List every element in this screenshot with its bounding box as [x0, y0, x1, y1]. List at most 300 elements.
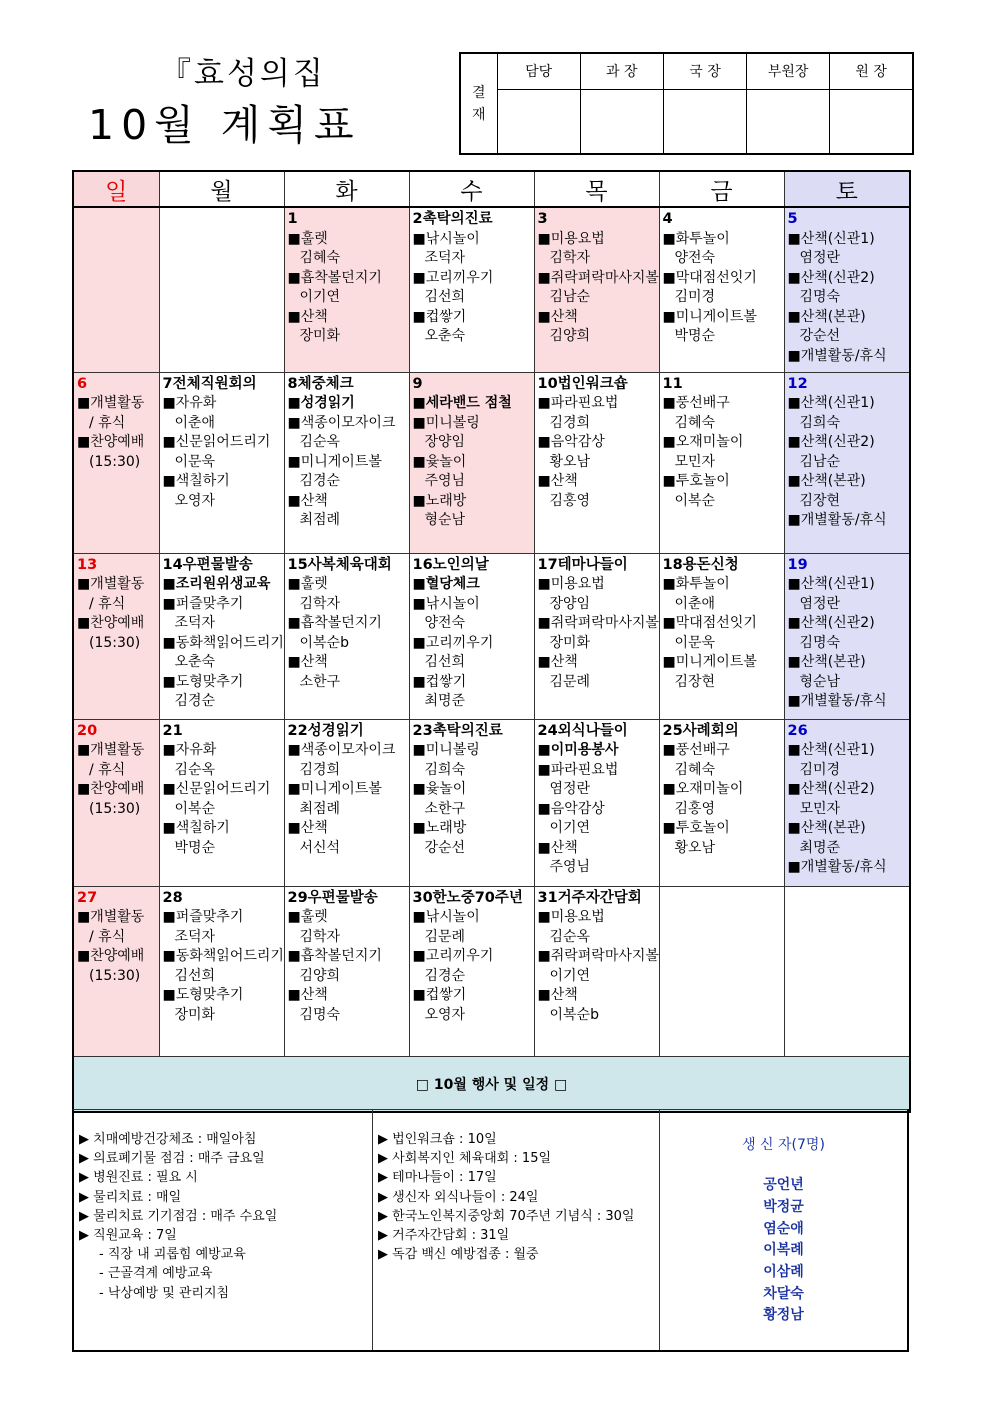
activity-item: ■투호놀이: [662, 820, 730, 836]
activity-item: ■산책(신관1): [787, 742, 875, 758]
day-label: 23촉탁의진료: [412, 722, 503, 739]
event-subitem: - 직장 내 괴롭힘 예방교육: [99, 1247, 246, 1263]
calendar-table: [72, 170, 911, 1113]
activity-item: ■산책(본관): [787, 308, 866, 325]
calendar-day-cell: [659, 886, 784, 1056]
activity-item: ■고리끼우기: [412, 948, 494, 964]
activity-item: ■산책(신관2): [787, 434, 875, 450]
title-line1: 『효성의집: [160, 56, 326, 92]
activity-person: (15:30): [89, 634, 141, 651]
activity-person: 장미화: [299, 328, 341, 344]
activity-person: 김혜숙: [674, 414, 716, 431]
activity-person: 양전숙: [674, 250, 716, 266]
activity-item: ■신문읽어드리기: [162, 434, 271, 450]
activity-item: ■자유화: [162, 742, 217, 758]
activity-item: ■산책: [287, 654, 328, 670]
events-panel: [72, 1109, 909, 1352]
day-label: 24외식나들이: [537, 722, 628, 739]
activity-item: ■도형맞추기: [162, 673, 244, 690]
day-label: 3: [537, 211, 548, 227]
activity-item: ■세라밴드 점철: [412, 395, 512, 411]
activity-person: 김양희: [299, 967, 341, 984]
activity-item: ■미용요법: [537, 230, 605, 247]
calendar-day-cell: [284, 372, 409, 553]
activity-item: ■미니볼링: [412, 414, 480, 431]
calendar-day-cell: [73, 372, 159, 553]
activity-item: ■윷놀이: [412, 453, 467, 470]
activity-person: 염정란: [549, 781, 591, 797]
activity-person: 강순선: [424, 839, 466, 856]
activity-person: 김경희: [299, 761, 341, 778]
activity-person: 주영님: [549, 859, 591, 875]
activity-person: 황오남: [549, 453, 591, 470]
calendar-day-cell: [409, 719, 534, 886]
activity-person: 최점례: [299, 800, 341, 817]
activity-person: 서신석: [299, 839, 341, 856]
activity-person: (15:30): [89, 967, 141, 984]
calendar-day-cell: [73, 719, 159, 886]
day-label: 17테마나들이: [537, 556, 628, 573]
activity-item: ■개별활동: [77, 395, 145, 411]
weekday-mon: 월: [159, 171, 284, 207]
activity-person: 장양임: [424, 434, 466, 450]
activity-person: 이복순: [674, 492, 716, 509]
event-item: ▶ 치매예방건강체조 : 매일아침: [79, 1132, 257, 1147]
day-label: 21: [162, 722, 183, 739]
activity-person: 김학자: [299, 595, 341, 612]
birthday-panel: [660, 1110, 907, 1350]
activity-person: 조덕자: [174, 615, 216, 631]
event-item: ▶ 한국노인복지중앙회 70주년 기념식 : 30일: [378, 1208, 635, 1224]
activity-person: 이기연: [549, 967, 591, 984]
approval-col-1: 과 장: [580, 53, 663, 89]
event-item: ▶ 물리치료 기기점검 : 매주 수요일: [79, 1208, 278, 1224]
birthday-name: 황정남: [763, 1307, 804, 1324]
calendar-day-cell: [659, 207, 784, 372]
activity-item: ■막대점선잇기: [662, 615, 757, 631]
activity-item: ■컵쌓기: [412, 673, 467, 690]
activity-item: ■찬양예배: [77, 781, 145, 797]
approval-sign-box: [663, 89, 746, 154]
calendar-day-cell: [284, 207, 409, 372]
activity-item: ■파라핀요법: [537, 395, 619, 411]
activity-item: ■풍선배구: [662, 742, 730, 758]
activity-item: ■퍼즐맞추기: [162, 909, 244, 925]
activity-person: 장미화: [174, 1006, 216, 1023]
birthday-name: 차달숙: [763, 1285, 804, 1302]
calendar-week-row: [73, 886, 910, 1056]
event-item: ▶ 병원진료 : 필요 시: [79, 1170, 198, 1186]
activity-item: ■막대점선잇기: [662, 269, 757, 286]
approval-col-4: 원 장: [830, 53, 913, 89]
activity-item: ■조리원위생교육: [162, 576, 271, 592]
calendar-day-cell: [284, 553, 409, 719]
activity-item: ■미니볼링: [412, 742, 480, 758]
day-label: 11: [662, 375, 683, 392]
calendar-day-cell: [409, 886, 534, 1056]
activity-item: ■산책(신관1): [787, 576, 875, 592]
day-label: 20: [77, 722, 98, 739]
activity-item: ■개별활동/휴식: [787, 859, 887, 875]
events-band-title: □ 10월 행사 및 일정 □: [415, 1076, 568, 1093]
day-label: 16노인의날: [412, 556, 489, 573]
activity-person: 이문욱: [674, 634, 716, 651]
activity-item: ■색칠하기: [162, 473, 230, 489]
calendar-day-cell: [659, 719, 784, 886]
event-item: ▶ 사회복지인 체육대회 : 15일: [378, 1151, 552, 1167]
activity-item: ■미니게이트볼: [287, 453, 382, 470]
calendar-day-cell: [784, 886, 910, 1056]
event-item: ▶ 직원교육 : 7일: [79, 1228, 177, 1244]
activity-item: ■산책: [287, 820, 328, 836]
event-item: ▶ 거주자간담회 : 31일: [378, 1228, 510, 1244]
activity-person: 최명준: [424, 693, 466, 709]
activity-item: ■미용요법: [537, 576, 605, 592]
activity-item: ■산책: [537, 987, 578, 1003]
activity-person: 모민자: [674, 453, 716, 470]
activity-item: ■개별활동: [77, 576, 145, 592]
activity-item: ■미니게이트볼: [662, 654, 757, 670]
activity-person: 모민자: [799, 800, 841, 817]
approval-col-2: 국 장: [663, 53, 746, 89]
activity-item: ■윷놀이: [412, 781, 467, 797]
activity-person: 김선희: [424, 654, 466, 670]
day-label: 2촉탁의진료: [412, 211, 493, 227]
activity-item: ■혈당체크: [412, 576, 480, 592]
day-label: 25사례회의: [662, 722, 739, 739]
activity-person: 염정란: [799, 595, 841, 612]
day-label: 6: [77, 375, 88, 392]
activity-person: 김미경: [799, 761, 841, 778]
activity-item: ■쥐락펴락마사지볼: [537, 269, 659, 286]
activity-item: ■낚시놀이: [412, 909, 480, 925]
activity-item: ■컵쌓기: [412, 308, 467, 325]
activity-person: 이기연: [549, 820, 591, 836]
activity-item: ■훌렛: [287, 230, 328, 247]
activity-person: 김혜숙: [674, 761, 716, 778]
calendar-day-cell: [159, 719, 284, 886]
activity-item: ■훌렛: [287, 909, 328, 925]
activity-item: ■색종이모자이크: [287, 742, 396, 758]
activity-person: 김명숙: [799, 634, 841, 651]
activity-person: 김희숙: [424, 761, 466, 778]
title-line2: 10월 계획표: [88, 101, 361, 149]
activity-item: ■산책: [537, 839, 578, 856]
event-item: ▶ 생신자 외식나들이 : 24일: [378, 1189, 539, 1205]
calendar-day-cell: [159, 886, 284, 1056]
approval-sign-box: [580, 89, 663, 154]
activity-person: 강순선: [799, 328, 841, 344]
day-label: 12: [787, 375, 808, 392]
activity-item: ■이미용봉사: [537, 742, 619, 758]
activity-person: 김양희: [549, 328, 591, 344]
calendar-day-cell: [534, 719, 659, 886]
activity-item: ■산책: [537, 654, 578, 670]
activity-item: ■고리끼우기: [412, 634, 494, 651]
activity-person: 김선희: [424, 289, 466, 305]
activity-item: ■미니게이트볼: [287, 781, 382, 797]
activity-item: ■성경읽기: [287, 395, 355, 411]
calendar-day-cell: [409, 553, 534, 719]
activity-person: 주영님: [424, 473, 466, 489]
event-item: ▶ 법인워크숍 : 10일: [378, 1132, 497, 1147]
approval-col-0: 담당: [497, 53, 580, 89]
activity-item: ■동화책읽어드리기: [162, 634, 284, 651]
activity-person: 이복순b: [549, 1006, 599, 1023]
day-label: 19: [787, 556, 808, 573]
calendar-day-cell: [534, 886, 659, 1056]
activity-item: ■오재미놀이: [662, 434, 744, 450]
activity-item: ■찬양예배: [77, 615, 145, 631]
activity-person: 김명숙: [299, 1006, 341, 1023]
activity-item: ■산책: [287, 987, 328, 1003]
activity-person: 박명순: [674, 328, 716, 344]
activity-person: 오영자: [174, 492, 216, 509]
activity-item: ■훌렛: [287, 576, 328, 592]
activity-person: 김순옥: [174, 761, 216, 778]
activity-item: ■개별활동/휴식: [787, 693, 887, 709]
activity-person: 황오남: [674, 839, 716, 856]
activity-person: 장미화: [549, 634, 591, 651]
approval-sign-box: [830, 89, 913, 154]
weekday-thu: 목: [534, 171, 659, 207]
weekday-wed: 수: [409, 171, 534, 207]
day-label: 5: [787, 211, 798, 227]
activity-person: 이복순b: [299, 634, 349, 651]
activity-person: 이문욱: [174, 453, 216, 470]
day-label: 22성경읽기: [287, 722, 364, 739]
activity-person: 오춘숙: [424, 328, 466, 344]
activity-item: ■쥐락펴락마사지볼: [537, 948, 659, 964]
calendar-day-cell: [73, 886, 159, 1056]
activity-item: ■파라핀요법: [537, 761, 619, 778]
activity-item: ■풍선배구: [662, 395, 730, 411]
calendar-day-cell: [784, 372, 910, 553]
day-label: 31거주자간담회: [537, 889, 642, 906]
activity-item: ■산책: [537, 473, 578, 489]
day-label: 1: [287, 211, 298, 227]
calendar-day-cell: [659, 372, 784, 553]
activity-item: ■색종이모자이크: [287, 414, 396, 431]
calendar-day-cell: [784, 207, 910, 372]
activity-person: 김홍영: [549, 492, 591, 509]
activity-item: ■퍼즐맞추기: [162, 595, 244, 612]
calendar-day-cell: [409, 207, 534, 372]
activity-person: 김홍영: [674, 800, 716, 817]
activity-item: ■음악감상: [537, 800, 605, 817]
activity-person: 김순옥: [549, 928, 591, 945]
event-item: ▶ 의료폐기물 점검 : 매주 금요일: [79, 1151, 265, 1167]
calendar-week-row: [73, 553, 910, 719]
day-label: 9: [412, 375, 423, 392]
approval-box: [459, 52, 914, 155]
activity-person: 김선희: [174, 967, 216, 984]
activity-item: ■오재미놀이: [662, 781, 744, 797]
day-label: 27: [77, 889, 98, 906]
activity-item: ■개별활동: [77, 909, 145, 925]
activity-person: 김남순: [549, 289, 591, 305]
activity-item: ■노래방: [412, 492, 467, 509]
calendar-day-cell: [659, 553, 784, 719]
activity-person: 김학자: [549, 250, 591, 266]
activity-person: / 휴식: [89, 761, 126, 778]
day-label: 30한노중70주년: [412, 889, 523, 906]
weekday-sat: 토: [784, 171, 910, 207]
events-band: [73, 1056, 910, 1112]
activity-person: 김경희: [549, 414, 591, 431]
activity-item: ■산책(본관): [787, 820, 866, 836]
activity-item: ■개별활동/휴식: [787, 347, 887, 364]
day-label: 8체중체크: [287, 375, 354, 392]
activity-person: / 휴식: [89, 595, 126, 612]
birthday-title: 생 신 자(7명): [742, 1137, 825, 1153]
activity-item: ■산책(본관): [787, 654, 866, 670]
event-item: ▶ 독감 백신 예방접종 : 월중: [378, 1247, 539, 1263]
birthday-name: 이복례: [763, 1242, 804, 1259]
day-label: 4: [662, 211, 673, 227]
activity-person: 김문례: [424, 928, 466, 945]
weekday-sun: 일: [73, 171, 159, 207]
activity-person: 김경순: [299, 473, 341, 489]
activity-item: ■개별활동: [77, 742, 145, 758]
activity-person: 오춘숙: [174, 654, 216, 670]
calendar-day-cell: [784, 719, 910, 886]
activity-person: 김명숙: [799, 289, 841, 305]
activity-person: / 휴식: [89, 414, 126, 431]
activity-person: 이기연: [299, 289, 341, 305]
activity-person: 김남순: [799, 453, 841, 470]
activity-person: 김경순: [174, 693, 216, 709]
activity-person: 김경순: [424, 967, 466, 984]
day-label: 18용돈신청: [662, 556, 739, 573]
activity-person: 소한구: [424, 800, 466, 817]
activity-person: 조덕자: [424, 250, 466, 266]
calendar-day-cell: [784, 553, 910, 719]
activity-item: ■산책(신관1): [787, 230, 875, 247]
activity-item: ■투호놀이: [662, 473, 730, 489]
calendar-week-row: [73, 372, 910, 553]
activity-item: ■산책: [537, 308, 578, 325]
activity-item: ■쥐락펴락마사지볼: [537, 615, 659, 631]
activity-item: ■동화책읽어드리기: [162, 948, 284, 964]
activity-person: 소한구: [299, 673, 341, 690]
activity-person: 이춘애: [674, 595, 716, 612]
activity-person: 장양임: [549, 595, 591, 612]
activity-item: ■흡착볼던지기: [287, 269, 382, 286]
activity-item: ■개별활동/휴식: [787, 512, 887, 528]
activity-person: 오영자: [424, 1006, 466, 1023]
activity-item: ■산책: [287, 492, 328, 509]
activity-person: 김문례: [549, 673, 591, 690]
activity-item: ■음악감상: [537, 434, 605, 450]
calendar-day-cell: [73, 207, 159, 372]
birthday-name: 박정균: [763, 1198, 804, 1215]
approval-col-3: 부원장: [747, 53, 830, 89]
day-label: 15사복체육대회: [287, 556, 392, 573]
calendar-day-cell: [284, 886, 409, 1056]
activity-item: ■신문읽어드리기: [162, 781, 271, 797]
activity-person: 형순남: [799, 673, 841, 690]
activity-person: 양전숙: [424, 615, 466, 631]
activity-person: (15:30): [89, 800, 141, 817]
event-item: ▶ 테마나들이 : 17일: [378, 1170, 497, 1186]
activity-person: 김장현: [674, 673, 716, 690]
activity-person: 김희숙: [799, 414, 841, 431]
activity-person: 형순남: [424, 512, 466, 528]
activity-person: 김학자: [299, 928, 341, 945]
calendar-day-cell: [534, 207, 659, 372]
activity-item: ■자유화: [162, 395, 217, 411]
activity-item: ■찬양예배: [77, 434, 145, 450]
birthday-name: 염순애: [763, 1220, 804, 1237]
events-col1: [74, 1110, 373, 1350]
birthday-name: 이삼례: [763, 1264, 804, 1281]
activity-item: ■화투놀이: [662, 230, 730, 247]
activity-person: 이복순: [174, 800, 216, 817]
event-item: ▶ 물리치료 : 매일: [79, 1189, 182, 1205]
activity-item: ■산책(본관): [787, 473, 866, 489]
activity-item: ■산책(신관2): [787, 269, 875, 286]
activity-item: ■낚시놀이: [412, 595, 480, 612]
day-label: 13: [77, 556, 98, 573]
calendar-day-cell: [409, 372, 534, 553]
activity-person: 이춘애: [174, 414, 216, 431]
calendar-week-row: [73, 719, 910, 886]
activity-person: 염정란: [799, 250, 841, 266]
activity-item: ■흡착볼던지기: [287, 948, 382, 964]
activity-person: (15:30): [89, 453, 141, 470]
day-label: 14우편물발송: [162, 556, 253, 573]
activity-person: 김장현: [799, 492, 841, 509]
events-col2: [373, 1110, 660, 1350]
calendar-day-cell: [534, 372, 659, 553]
activity-item: ■색칠하기: [162, 820, 230, 836]
activity-item: ■고리끼우기: [412, 269, 494, 286]
calendar-day-cell: [159, 207, 284, 372]
activity-item: ■산책(신관2): [787, 781, 875, 797]
day-label: 7전체직원회의: [162, 375, 257, 392]
weekday-tue: 화: [284, 171, 409, 207]
day-label: 10법인워크숍: [537, 375, 628, 392]
day-label: 28: [162, 889, 183, 906]
calendar-day-cell: [534, 553, 659, 719]
approval-label: 결 재: [460, 53, 497, 154]
activity-item: ■산책: [287, 308, 328, 325]
approval-sign-box: [497, 89, 580, 154]
activity-person: 최점례: [299, 512, 341, 528]
activity-item: ■산책(신관1): [787, 395, 875, 411]
activity-person: / 휴식: [89, 928, 126, 945]
activity-person: 최명준: [799, 839, 841, 856]
calendar-day-cell: [284, 719, 409, 886]
activity-item: ■낚시놀이: [412, 230, 480, 247]
activity-person: 조덕자: [174, 928, 216, 945]
event-subitem: - 낙상예방 및 관리지침: [99, 1285, 230, 1301]
activity-person: 김순옥: [299, 434, 341, 450]
activity-item: ■도형맞추기: [162, 987, 244, 1003]
day-label: 29우편물발송: [287, 889, 378, 906]
calendar-week-row: [73, 207, 910, 372]
birthday-name: 공언년: [763, 1177, 804, 1194]
approval-sign-box: [747, 89, 830, 154]
activity-item: ■산책(신관2): [787, 615, 875, 631]
activity-item: ■화투놀이: [662, 576, 730, 592]
activity-item: ■찬양예배: [77, 948, 145, 964]
activity-person: 김미경: [674, 289, 716, 305]
activity-item: ■미용요법: [537, 909, 605, 925]
weekday-fri: 금: [659, 171, 784, 207]
activity-person: 김혜숙: [299, 250, 341, 266]
